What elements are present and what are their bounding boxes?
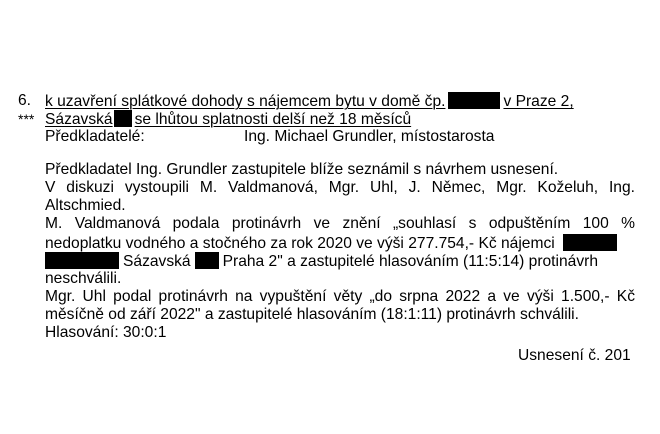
vote-result: Hlasování: 30:0:1 — [45, 324, 167, 341]
redaction-box — [195, 252, 219, 269]
item-title-line2-a: Sázavská — [45, 111, 113, 128]
redaction-box — [45, 252, 119, 269]
paragraph-counterproposal1-line4: neschválili. — [45, 270, 122, 287]
proposer-label: Předkladatelé: — [45, 128, 145, 145]
redaction-box — [448, 92, 500, 109]
paragraph-counterproposal2-line1: Mgr. Uhl podal protinávrh na vypuštění věty „do srpna 2022 a ve výši 1.500,- Kč — [45, 288, 635, 305]
paragraph-discussion-line2: Altschmied. — [45, 197, 126, 214]
item-title-part1: k uzavření splátkové dohody s nájemcem bytu v domě čp. — [45, 93, 446, 110]
paragraph-counterproposal1-line2 — [45, 234, 617, 253]
item-title-line2 — [45, 110, 411, 129]
item-marker: *** — [18, 111, 35, 127]
paragraph-counterproposal1-line3 — [45, 252, 598, 271]
paragraph-discussion-line1: V diskuzi vystoupili M. Valdmanová, Mgr. Uhl, J. Němec, Mgr. Koželuh, Ing. — [45, 179, 635, 196]
paragraph-counterproposal2-line2: měsíčně od září 2022" a zastupitelé hlasováním (18:1:11) protinávrh schválili. — [45, 306, 579, 323]
street-name: Sázavská — [123, 253, 191, 270]
item-title-line1 — [45, 92, 574, 111]
resolution-number: Usnesení č. 201 — [518, 347, 631, 364]
item-number: 6. — [18, 92, 32, 109]
proposer-value: Ing. Michael Grundler, místostarosta — [244, 128, 495, 145]
item-title-part2: v Praze 2, — [503, 93, 574, 110]
redaction-box — [563, 234, 617, 251]
counterproposal1-text: nedoplatku vodného a stočného za rok 2020 ve výši 277.754,- Kč nájemci — [45, 235, 555, 252]
redaction-box — [114, 110, 132, 127]
item-title-line2-b: se lhůtou splatnosti delší než 18 měsíců — [134, 111, 412, 128]
paragraph-counterproposal1-line1: M. Valdmanová podala protinávrh ve znění „souhlasí s odpuštěním 100 % — [45, 215, 635, 232]
counterproposal1-result: Praha 2" a zastupitelé hlasováním (11:5:14) protinávrh — [222, 253, 598, 270]
paragraph-intro: Předkladatel Ing. Grundler zastupitele blíže seznámil s návrhem usnesení. — [45, 161, 559, 178]
